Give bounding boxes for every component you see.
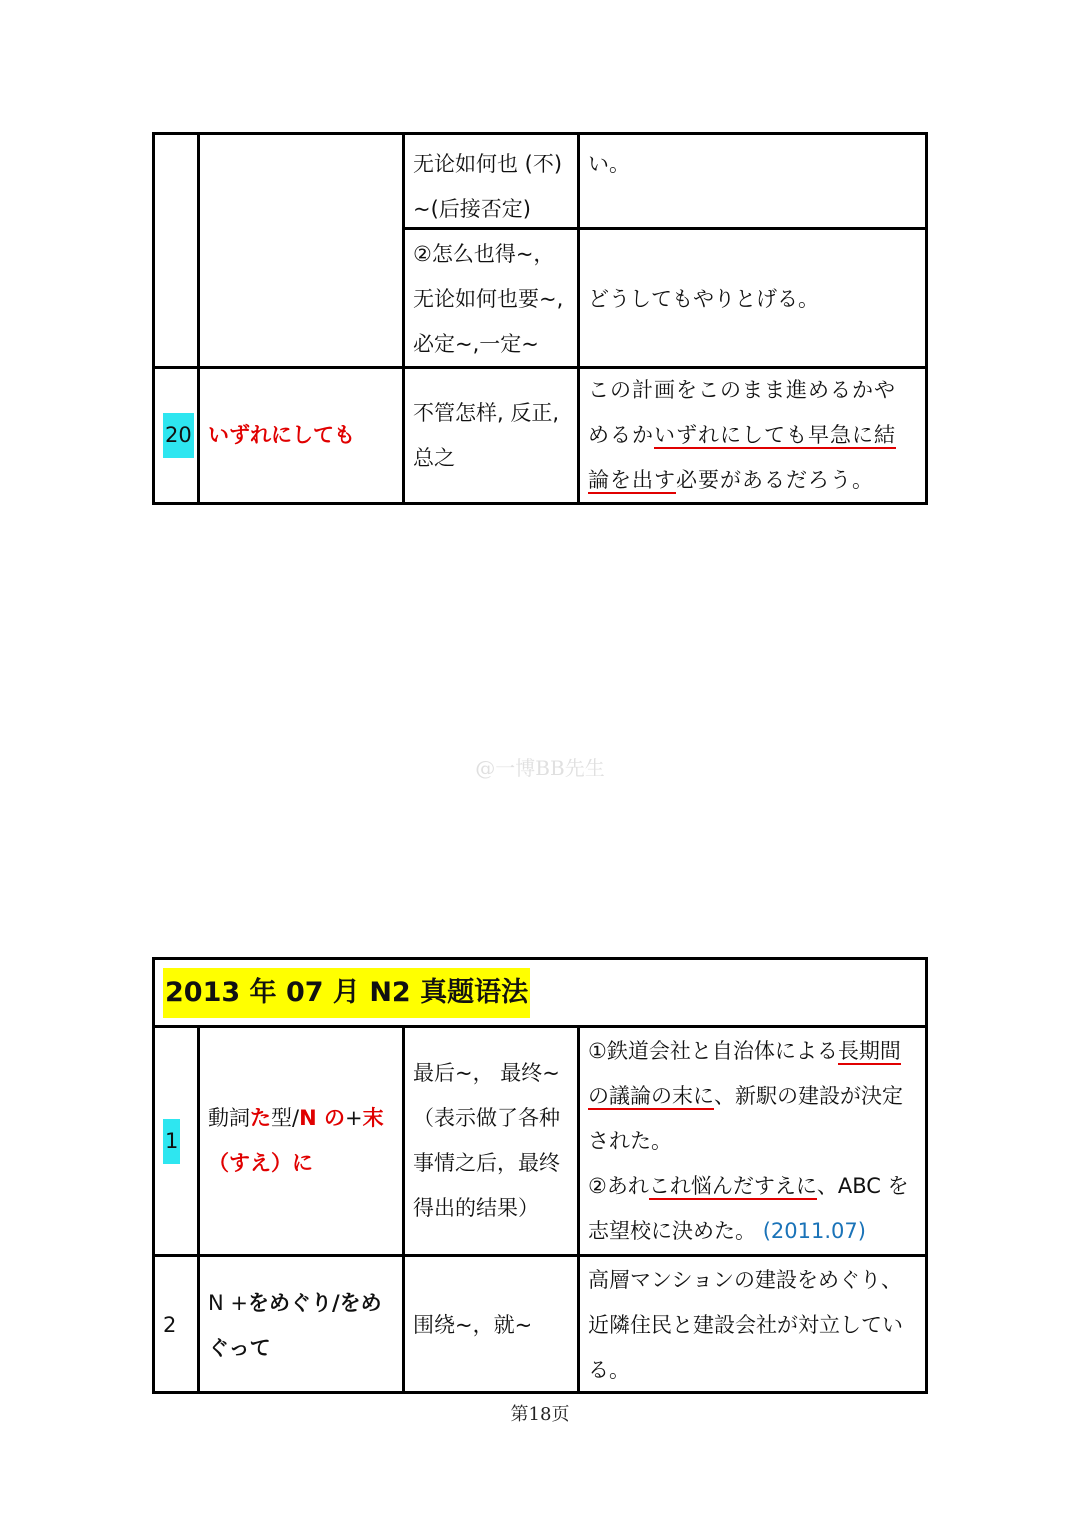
grammar-part: + [344, 1106, 363, 1130]
grammar-table-bottom [152, 957, 928, 1394]
example-text: ②あれ [588, 1173, 649, 1198]
row-number: 2 [163, 1313, 177, 1337]
table-row [155, 135, 925, 369]
example-text: 、ABC を志望校に決めた。 [588, 1173, 909, 1243]
grammar-part: 型/ [271, 1106, 300, 1130]
number-cell [155, 369, 200, 502]
example-text: い。 [588, 152, 630, 176]
grammar-part: 動詞 [208, 1106, 250, 1130]
meaning-line: ②怎么也得~， [413, 242, 555, 266]
example-cell [580, 369, 925, 502]
source-year: (2011.07) [762, 1218, 866, 1243]
example-underlined: これ悩んだすえに [648, 1173, 817, 1198]
example-cell [580, 1028, 925, 1254]
grammar-table-top [152, 132, 928, 505]
number-cell [155, 1257, 200, 1394]
watermark: @一博BB先生 [475, 756, 605, 780]
example-underlined: いずれにしても早急に結論を出す [588, 423, 896, 492]
meaning-text: 围绕~，就~ [413, 1313, 533, 1337]
sub-row [405, 135, 925, 230]
grammar-cell [200, 135, 405, 366]
meaning-cell [405, 135, 580, 227]
grammar-pattern: いずれにしても [208, 423, 355, 447]
meaning-cell [405, 230, 580, 369]
meaning-example-group [405, 135, 925, 366]
example-text: どうしてもやりとげる。 [588, 287, 819, 311]
table-row [155, 1028, 925, 1257]
row-number: 1 [163, 1119, 180, 1164]
number-cell [155, 135, 200, 366]
grammar-pattern [208, 1096, 394, 1186]
number-cell [155, 1028, 200, 1254]
meaning-cell [405, 1257, 580, 1394]
table-row [155, 1257, 925, 1394]
example-text: ①鉄道会社と自治体による [588, 1038, 838, 1063]
grammar-part: をめぐり/をめぐって [208, 1290, 382, 1360]
grammar-part: （すえ）に [208, 1151, 313, 1175]
grammar-part: N + [208, 1290, 248, 1315]
meaning-cell [405, 1028, 580, 1254]
grammar-part: N の [299, 1106, 345, 1130]
meaning-cell [405, 369, 580, 502]
table-title-row [155, 960, 925, 1028]
example-text: 必要があるだろう。 [676, 468, 874, 492]
meaning-line: 不管怎样, 反正, [413, 400, 560, 425]
meaning-line: 必定~,一定~ [413, 332, 539, 356]
example-text: 、新駅の建設が決定された。 [588, 1083, 903, 1153]
row-number: 20 [163, 413, 194, 458]
grammar-part: た [250, 1106, 271, 1130]
page-number: 第18页 [510, 1404, 570, 1425]
meaning-text: 最后~， 最终~（表示做了各种事情之后，最终得出的结果） [413, 1061, 560, 1220]
grammar-pattern [208, 1281, 394, 1371]
example-sentence [588, 368, 917, 503]
example-sentence [588, 1029, 917, 1254]
example-text: この計画をこのまま進めるかやめるか [588, 378, 896, 447]
meaning-line: 无论如何也 (不) [413, 152, 563, 176]
example-cell [580, 230, 925, 369]
grammar-cell [200, 1257, 405, 1394]
grammar-cell [200, 369, 405, 502]
sub-row [405, 230, 925, 369]
example-underlined: 長期間の議論の末に [588, 1038, 901, 1108]
table-title: 2013 年 07 月 N2 真题语法 [163, 968, 530, 1018]
grammar-cell [200, 1028, 405, 1254]
grammar-part: 末 [362, 1106, 384, 1130]
meaning-line: ~(后接否定) [413, 197, 531, 221]
table-row [155, 369, 925, 502]
meaning-line: 无论如何也要~, [413, 287, 564, 311]
example-text: 高層マンションの建設をめぐり、近隣住民と建設会社が対立している。 [588, 1268, 903, 1382]
meaning-line: 总之 [413, 445, 455, 470]
example-cell [580, 135, 925, 227]
example-cell [580, 1257, 925, 1394]
